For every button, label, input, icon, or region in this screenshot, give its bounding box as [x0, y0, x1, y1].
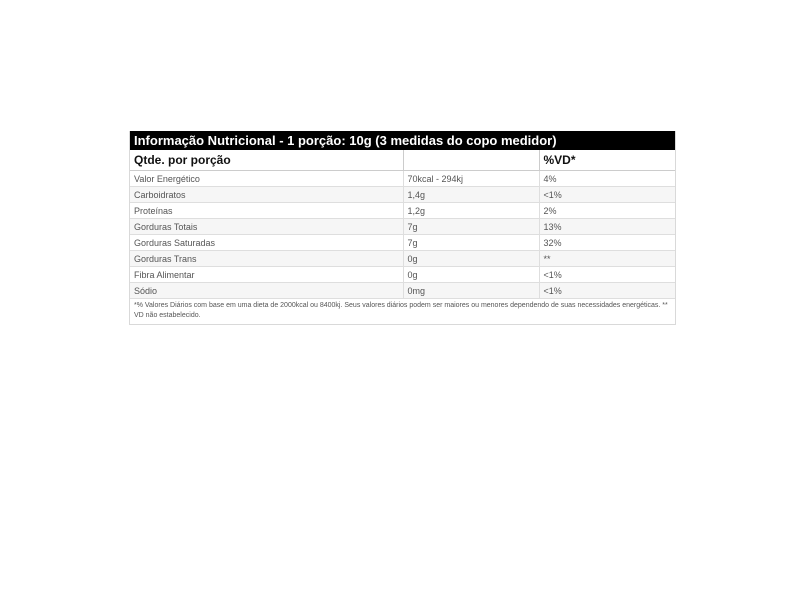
nutrient-row: [130, 283, 675, 299]
nutrient-daily-value: <1%: [539, 187, 675, 203]
nutrient-name: Gorduras Totais: [130, 219, 403, 235]
nutrient-row: [130, 203, 675, 219]
nutrient-amount: 0mg: [403, 283, 539, 299]
nutrient-name: Fibra Alimentar: [130, 267, 403, 283]
nutrient-amount: 7g: [403, 235, 539, 251]
nutrient-daily-value: 32%: [539, 235, 675, 251]
nutrient-amount: 0g: [403, 267, 539, 283]
header-serving-label: Qtde. por porção: [130, 150, 403, 171]
nutrient-amount: 7g: [403, 219, 539, 235]
nutrient-row: [130, 235, 675, 251]
nutrient-daily-value: <1%: [539, 283, 675, 299]
header-amount: [403, 150, 539, 171]
nutrition-title: Informação Nutricional - 1 porção: 10g (3 medidas do copo medidor): [130, 131, 675, 150]
nutrient-name: Gorduras Trans: [130, 251, 403, 267]
nutrient-name: Sódio: [130, 283, 403, 299]
nutrient-name: Carboidratos: [130, 187, 403, 203]
nutrient-amount: 1,2g: [403, 203, 539, 219]
nutrient-amount: 1,4g: [403, 187, 539, 203]
nutrient-daily-value: 2%: [539, 203, 675, 219]
nutrient-row: [130, 219, 675, 235]
nutrient-daily-value: 13%: [539, 219, 675, 235]
nutrient-row: [130, 187, 675, 203]
nutrient-amount: 0g: [403, 251, 539, 267]
nutrient-row: [130, 171, 675, 187]
nutrient-row: [130, 267, 675, 283]
nutrient-daily-value: <1%: [539, 267, 675, 283]
nutrient-daily-value: **: [539, 251, 675, 267]
nutrient-name: Proteínas: [130, 203, 403, 219]
header-daily-value: %VD*: [539, 150, 675, 171]
footnote: *% Valores Diários com base em uma dieta de 2000kcal ou 8400kj. Seus valores diários podem ser maiores ou menores dependendo de suas necessidades energéticas. ** VD não estabelecido.: [134, 302, 668, 319]
header-row: [130, 150, 675, 171]
nutrient-daily-value: 4%: [539, 171, 675, 187]
nutrient-name: Valor Energético: [130, 171, 403, 187]
nutrition-grid: [130, 150, 675, 299]
nutrient-amount: 70kcal - 294kj: [403, 171, 539, 187]
nutrient-name: Gorduras Saturadas: [130, 235, 403, 251]
nutrient-row: [130, 251, 675, 267]
nutrition-facts-table: [129, 131, 676, 325]
